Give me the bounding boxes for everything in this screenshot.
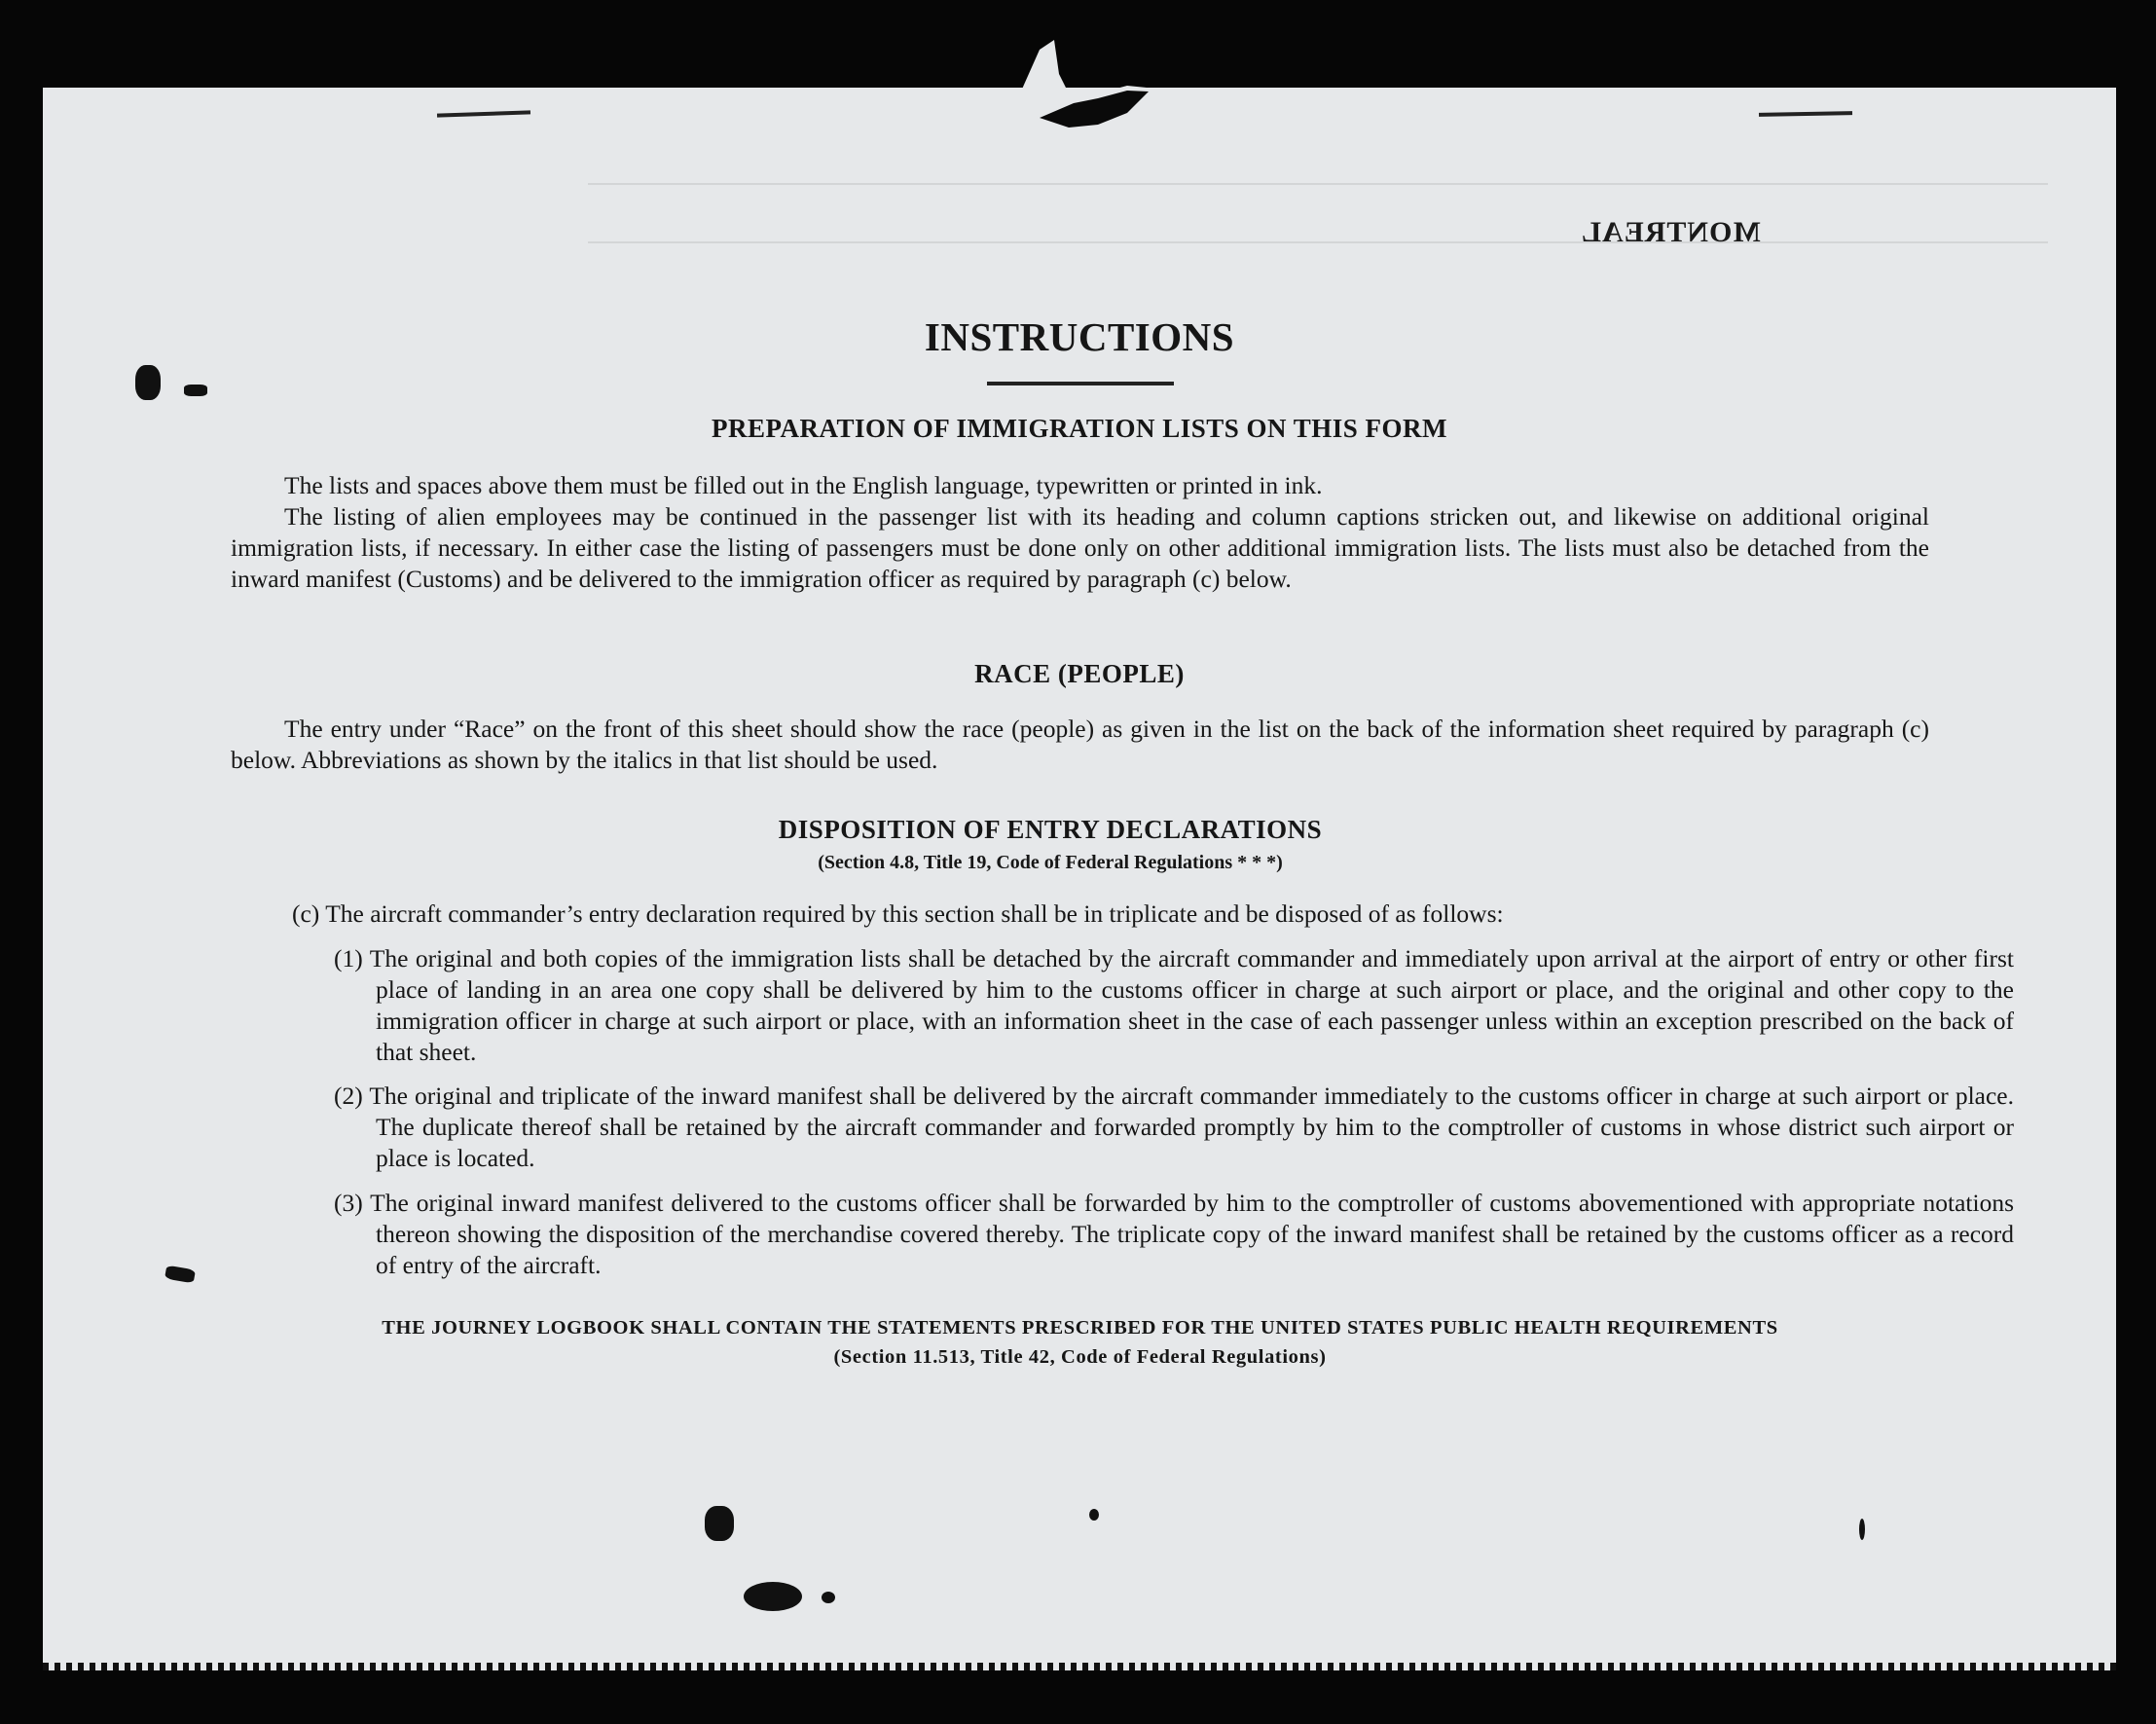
title-underline xyxy=(987,382,1174,385)
torn-paper-notch xyxy=(981,35,1156,142)
preparation-heading: PREPARATION OF IMMIGRATION LISTS ON THIS FORM xyxy=(711,414,1448,443)
disposition-item-1: (1) The original and both copies of the immigration lists shall be detached by the aircraft commander and immediately upon arrival at the airport of entry or other first place of landing in an area one copy shall be delivered by him to the customs officer in charge at such airport or place, and the original and other copy to the immigration officer in charge at such airport or place, with an information sheet in the case of each passenger unless within an exception prescribed on the back of that sheet. xyxy=(334,944,2014,1066)
bleed-through-marks xyxy=(588,156,2048,273)
disposition-item-2: (2) The original and triplicate of the inward manifest shall be delivered by the aircraft commander immediately to the customs officer in charge at such airport or place. The duplicate thereof shall be retained by the aircraft commander and forwarded promptly by him to the comptroller of customs in whose district such airport or place is located. xyxy=(334,1082,2014,1172)
ink-blot xyxy=(135,365,161,400)
disposition-heading: DISPOSITION OF ENTRY DECLARATIONS xyxy=(778,815,1323,844)
mirrored-stamp: MONTREAL xyxy=(1581,216,1761,248)
ink-blot xyxy=(164,1265,196,1284)
top-right-dash-mark xyxy=(1759,111,1852,117)
document-page xyxy=(43,88,2116,1670)
top-left-dash-mark xyxy=(437,110,530,117)
logbook-citation: (Section 11.513, Title 42, Code of Federal Regulations) xyxy=(833,1346,1327,1368)
ink-blot xyxy=(1859,1519,1865,1540)
disposition-item-3: (3) The original inward manifest delivered to the customs officer shall be forwarded by him to the comptroller of customs abovementioned with appropriate notations thereon showing the disposition of the merchandise covered thereby. The triplicate copy of the inward manifest shall be retained by the customs officer as a record of entry of the aircraft. xyxy=(334,1189,2014,1279)
ink-blot xyxy=(822,1592,835,1603)
disposition-citation: (Section 4.8, Title 19, Code of Federal Regulations * * *) xyxy=(818,852,1283,873)
disposition-intro: (c) The aircraft commander’s entry declaration required by this section shall be in triplicate and be disposed of as follows: xyxy=(292,899,1504,928)
race-heading: RACE (PEOPLE) xyxy=(974,659,1185,688)
ink-blot xyxy=(184,385,207,396)
perforated-bottom-edge xyxy=(43,1663,2116,1670)
logbook-statement: THE JOURNEY LOGBOOK SHALL CONTAIN THE STATEMENTS PRESCRIBED FOR THE UNITED STATES PUBLIC HEALTH REQUIREMENTS xyxy=(382,1317,1778,1339)
page-title: INSTRUCTIONS xyxy=(924,314,1235,359)
ink-blot xyxy=(705,1506,734,1541)
preparation-paragraph-2: The listing of alien employees may be continued in the passenger list with its heading and column captions stricken out, and likewise on additional original immigration lists, if necessary. In either case the listing of passengers must be done only on other additional immigration lists. The lists must also be detached from the inward manifest (Customs) and be delivered to the immigration officer as required by paragraph (c) below. xyxy=(231,502,1929,593)
ink-blot xyxy=(744,1582,802,1611)
ink-blot xyxy=(1089,1509,1099,1521)
preparation-paragraph-1: The lists and spaces above them must be filled out in the English language, typewritten or printed in ink. xyxy=(284,471,1323,499)
race-paragraph: The entry under “Race” on the front of this sheet should show the race (people) as given in the list on the back of the information sheet required by paragraph (c) below. Abbreviations as shown by the italics in that list should be used. xyxy=(231,715,1929,774)
